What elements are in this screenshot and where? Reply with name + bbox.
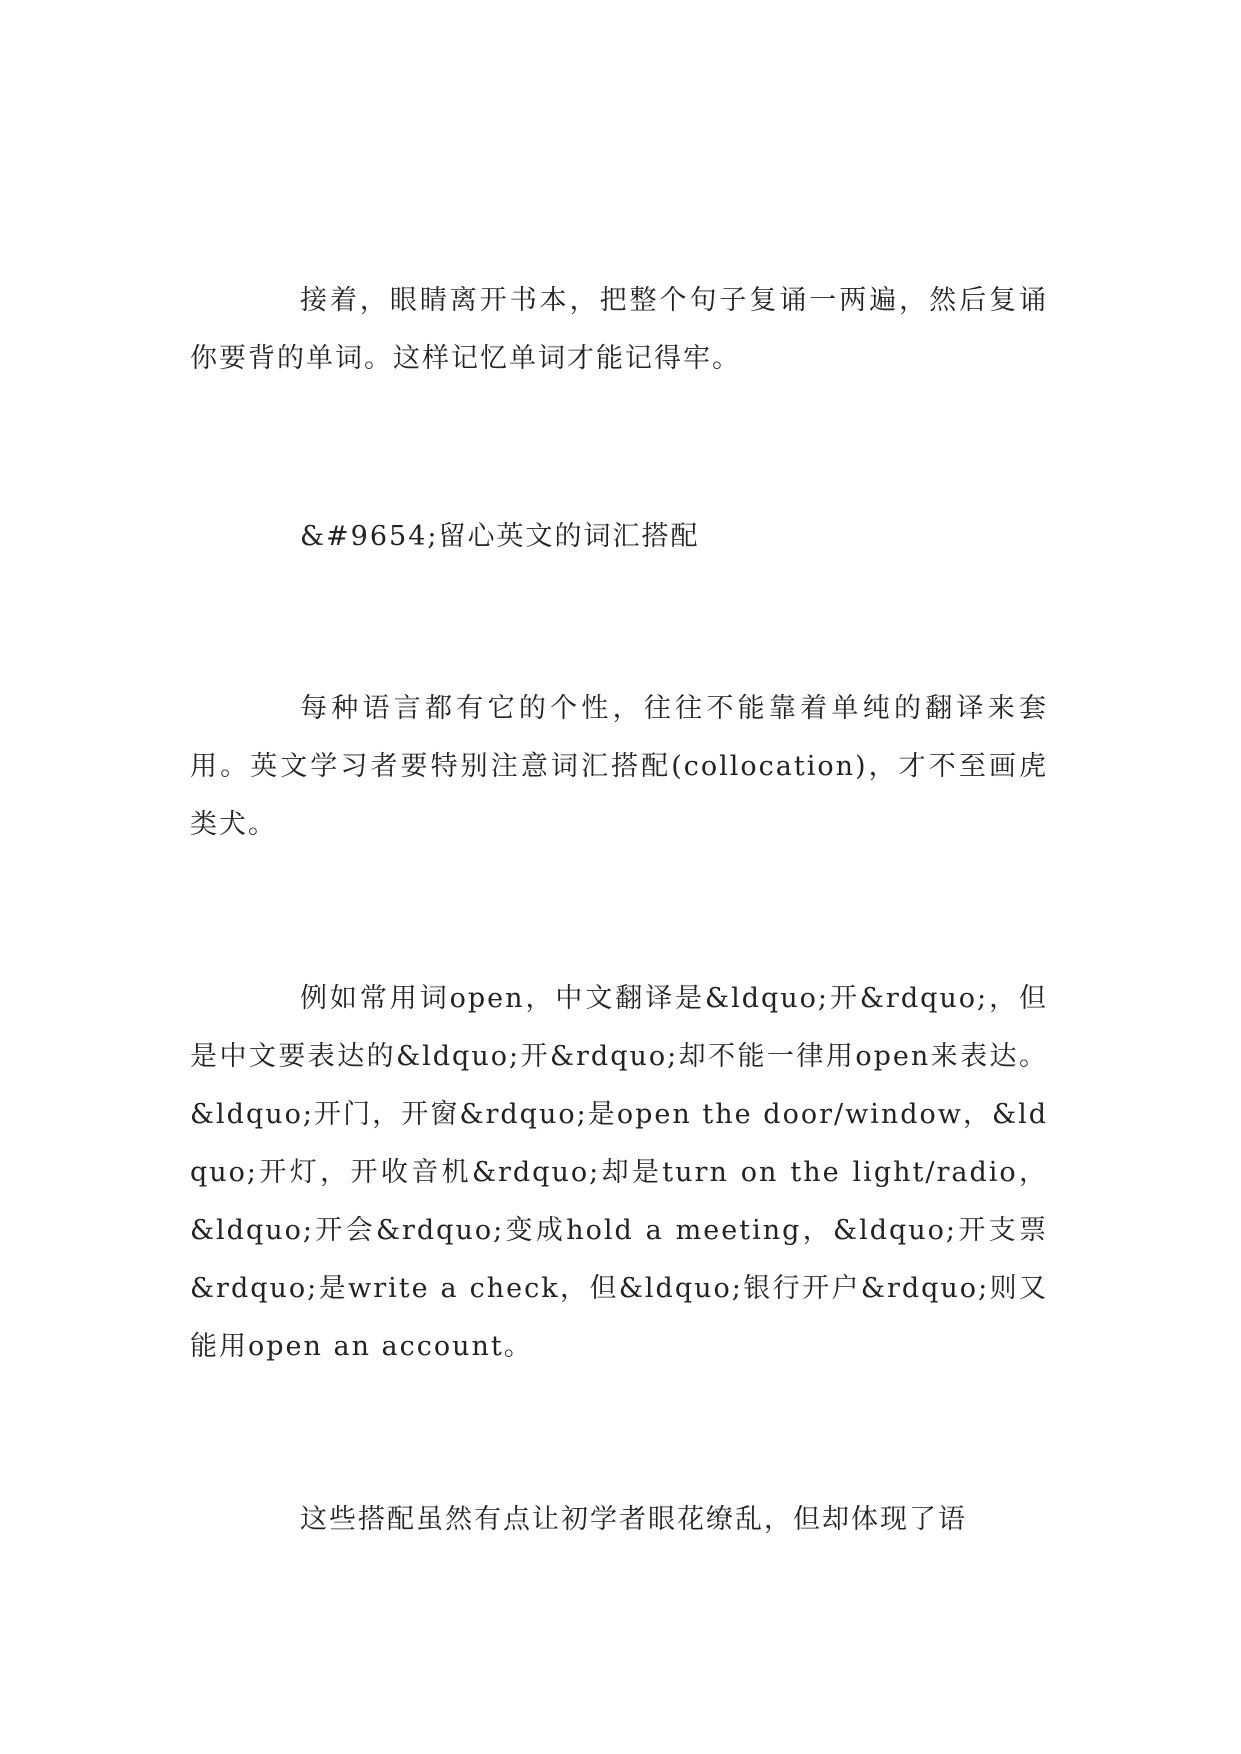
paragraph-recite-sentence: 接着，眼睛离开书本，把整个句子复诵一两遍，然后复诵你要背的单词。这样记忆单词才能记得牢。 xyxy=(190,285,1048,374)
section-heading-collocation: &#9654;留心英文的词汇搭配 xyxy=(300,521,700,552)
paragraph-language-personality: 每种语言都有它的个性，往往不能靠着单纯的翻译来套用。英文学习者要特别注意词汇搭配(collocation)，才不至画虎类犬。 xyxy=(190,693,1048,840)
paragraph-open-examples: 例如常用词open，中文翻译是&ldquo;开&rdquo;，但是中文要表达的&ldquo;开&rdquo;却不能一律用open来表达。&ldquo;开门，开窗&rdquo;是open the door/window，&ldquo;开灯，开收音机&rdquo;却是turn on the light/radio，&ldquo;开会&rdquo;变成hold a meeting，&ldquo;开支票&rdquo;是write a check，但&ldquo;银行开户&rdquo;则又能用open an account。 xyxy=(190,983,1048,1362)
paragraph-collocation-conclusion: 这些搭配虽然有点让初学者眼花缭乱，但却体现了语 xyxy=(300,1504,967,1535)
